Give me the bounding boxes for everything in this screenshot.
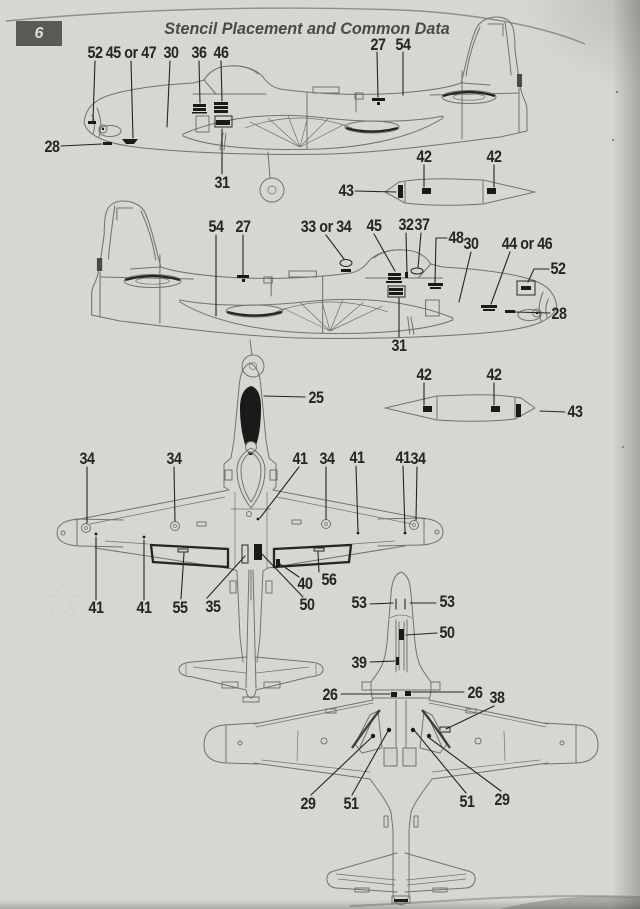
callout-bottom-view-50: 50	[439, 623, 455, 642]
fuel-cap-circles	[82, 520, 419, 533]
callout-side-view-middle-45: 45	[366, 216, 382, 235]
callout-top-view-41: 41	[395, 448, 411, 467]
side-view-left-leader-lines	[216, 233, 550, 337]
callout-bottom-view-39: 39	[351, 653, 367, 672]
callout-side-view-middle-54: 54	[208, 217, 224, 236]
callout-side-view-top-46: 46	[213, 43, 229, 62]
side-view-left-stencil-marks	[237, 260, 535, 314]
callout-side-view-top-27: 27	[370, 35, 386, 54]
callout-drop-tank-middle-42: 42	[416, 365, 432, 384]
callout-drop-tank-top-42: 42	[416, 147, 432, 166]
callout-drop-tank-top-42: 42	[486, 147, 502, 166]
callout-side-view-middle-37: 37	[414, 215, 430, 234]
main-gear-doors	[352, 700, 450, 753]
callout-bottom-view-51: 51	[343, 794, 359, 813]
page-edge-shadow-right	[612, 0, 640, 909]
callout-bottom-view-53: 53	[351, 593, 367, 612]
callout-top-view-41: 41	[88, 598, 104, 617]
callout-side-view-middle-32: 32	[398, 215, 414, 234]
callout-top-view-41: 41	[136, 598, 152, 617]
side-view-right-leader-lines	[61, 52, 403, 174]
top-view-artwork	[57, 363, 443, 702]
callout-top-view-55: 55	[172, 598, 188, 617]
callout-side-view-top-28: 28	[44, 137, 60, 156]
callout-bottom-view-51: 51	[459, 792, 475, 811]
callout-bottom-view-29: 29	[494, 790, 510, 809]
callout-drop-tank-middle-42: 42	[486, 365, 502, 384]
callout-top-view-50: 50	[299, 595, 315, 614]
callout-side-view-top-30: 30	[163, 43, 179, 62]
callout-side-view-top-54: 54	[395, 35, 411, 54]
callout-side-view-middle-30: 30	[463, 234, 479, 253]
callout-top-view-40: 40	[297, 574, 313, 593]
callout-top-view-41: 41	[292, 449, 308, 468]
callout-drop-tank-top-43: 43	[338, 181, 354, 200]
callout-top-view-35: 35	[205, 597, 221, 616]
page-title: Stencil Placement and Common Data	[164, 19, 450, 38]
star-watermark	[43, 583, 81, 617]
callout-bottom-view-26: 26	[467, 683, 483, 702]
callout-side-view-top-31: 31	[214, 173, 230, 192]
callout-top-view-25: 25	[308, 388, 324, 407]
callout-bottom-view-29: 29	[300, 794, 316, 813]
callout-top-view-34: 34	[79, 449, 95, 468]
callout-top-view-34: 34	[166, 449, 182, 468]
callout-side-view-middle-27: 27	[235, 217, 251, 236]
callout-side-view-top-52: 52	[87, 43, 103, 62]
callout-bottom-view-38: 38	[489, 688, 505, 707]
callout-top-view-34: 34	[319, 449, 335, 468]
drop-tank-top-artwork	[355, 165, 535, 205]
callout-side-view-middle-44-or-46: 44 or 46	[501, 234, 553, 253]
bottom-view-artwork	[204, 572, 598, 905]
callout-side-view-middle-48: 48	[448, 228, 464, 247]
page-number: 6	[34, 24, 44, 42]
callout-bottom-view-26: 26	[322, 685, 338, 704]
callout-side-view-middle-31: 31	[391, 336, 407, 355]
callout-top-view-34: 34	[410, 449, 426, 468]
drop-tank-top-leader-lines	[355, 165, 494, 192]
callout-side-view-top-45-or-47: 45 or 47	[105, 43, 157, 62]
callout-side-view-middle-28: 28	[551, 304, 567, 323]
callout-bottom-view-53: 53	[439, 592, 455, 611]
callout-top-view-41: 41	[349, 448, 365, 467]
drop-tank-middle-artwork	[385, 383, 565, 421]
page-number-badge	[16, 21, 62, 46]
callout-side-view-top-36: 36	[191, 43, 207, 62]
callout-side-view-middle-52: 52	[550, 259, 566, 278]
callout-drop-tank-middle-43: 43	[567, 402, 583, 421]
page-edge-shadow-bottom	[0, 900, 640, 909]
callout-top-view-56: 56	[321, 570, 337, 589]
callout-side-view-middle-33-or-34: 33 or 34	[300, 217, 352, 236]
